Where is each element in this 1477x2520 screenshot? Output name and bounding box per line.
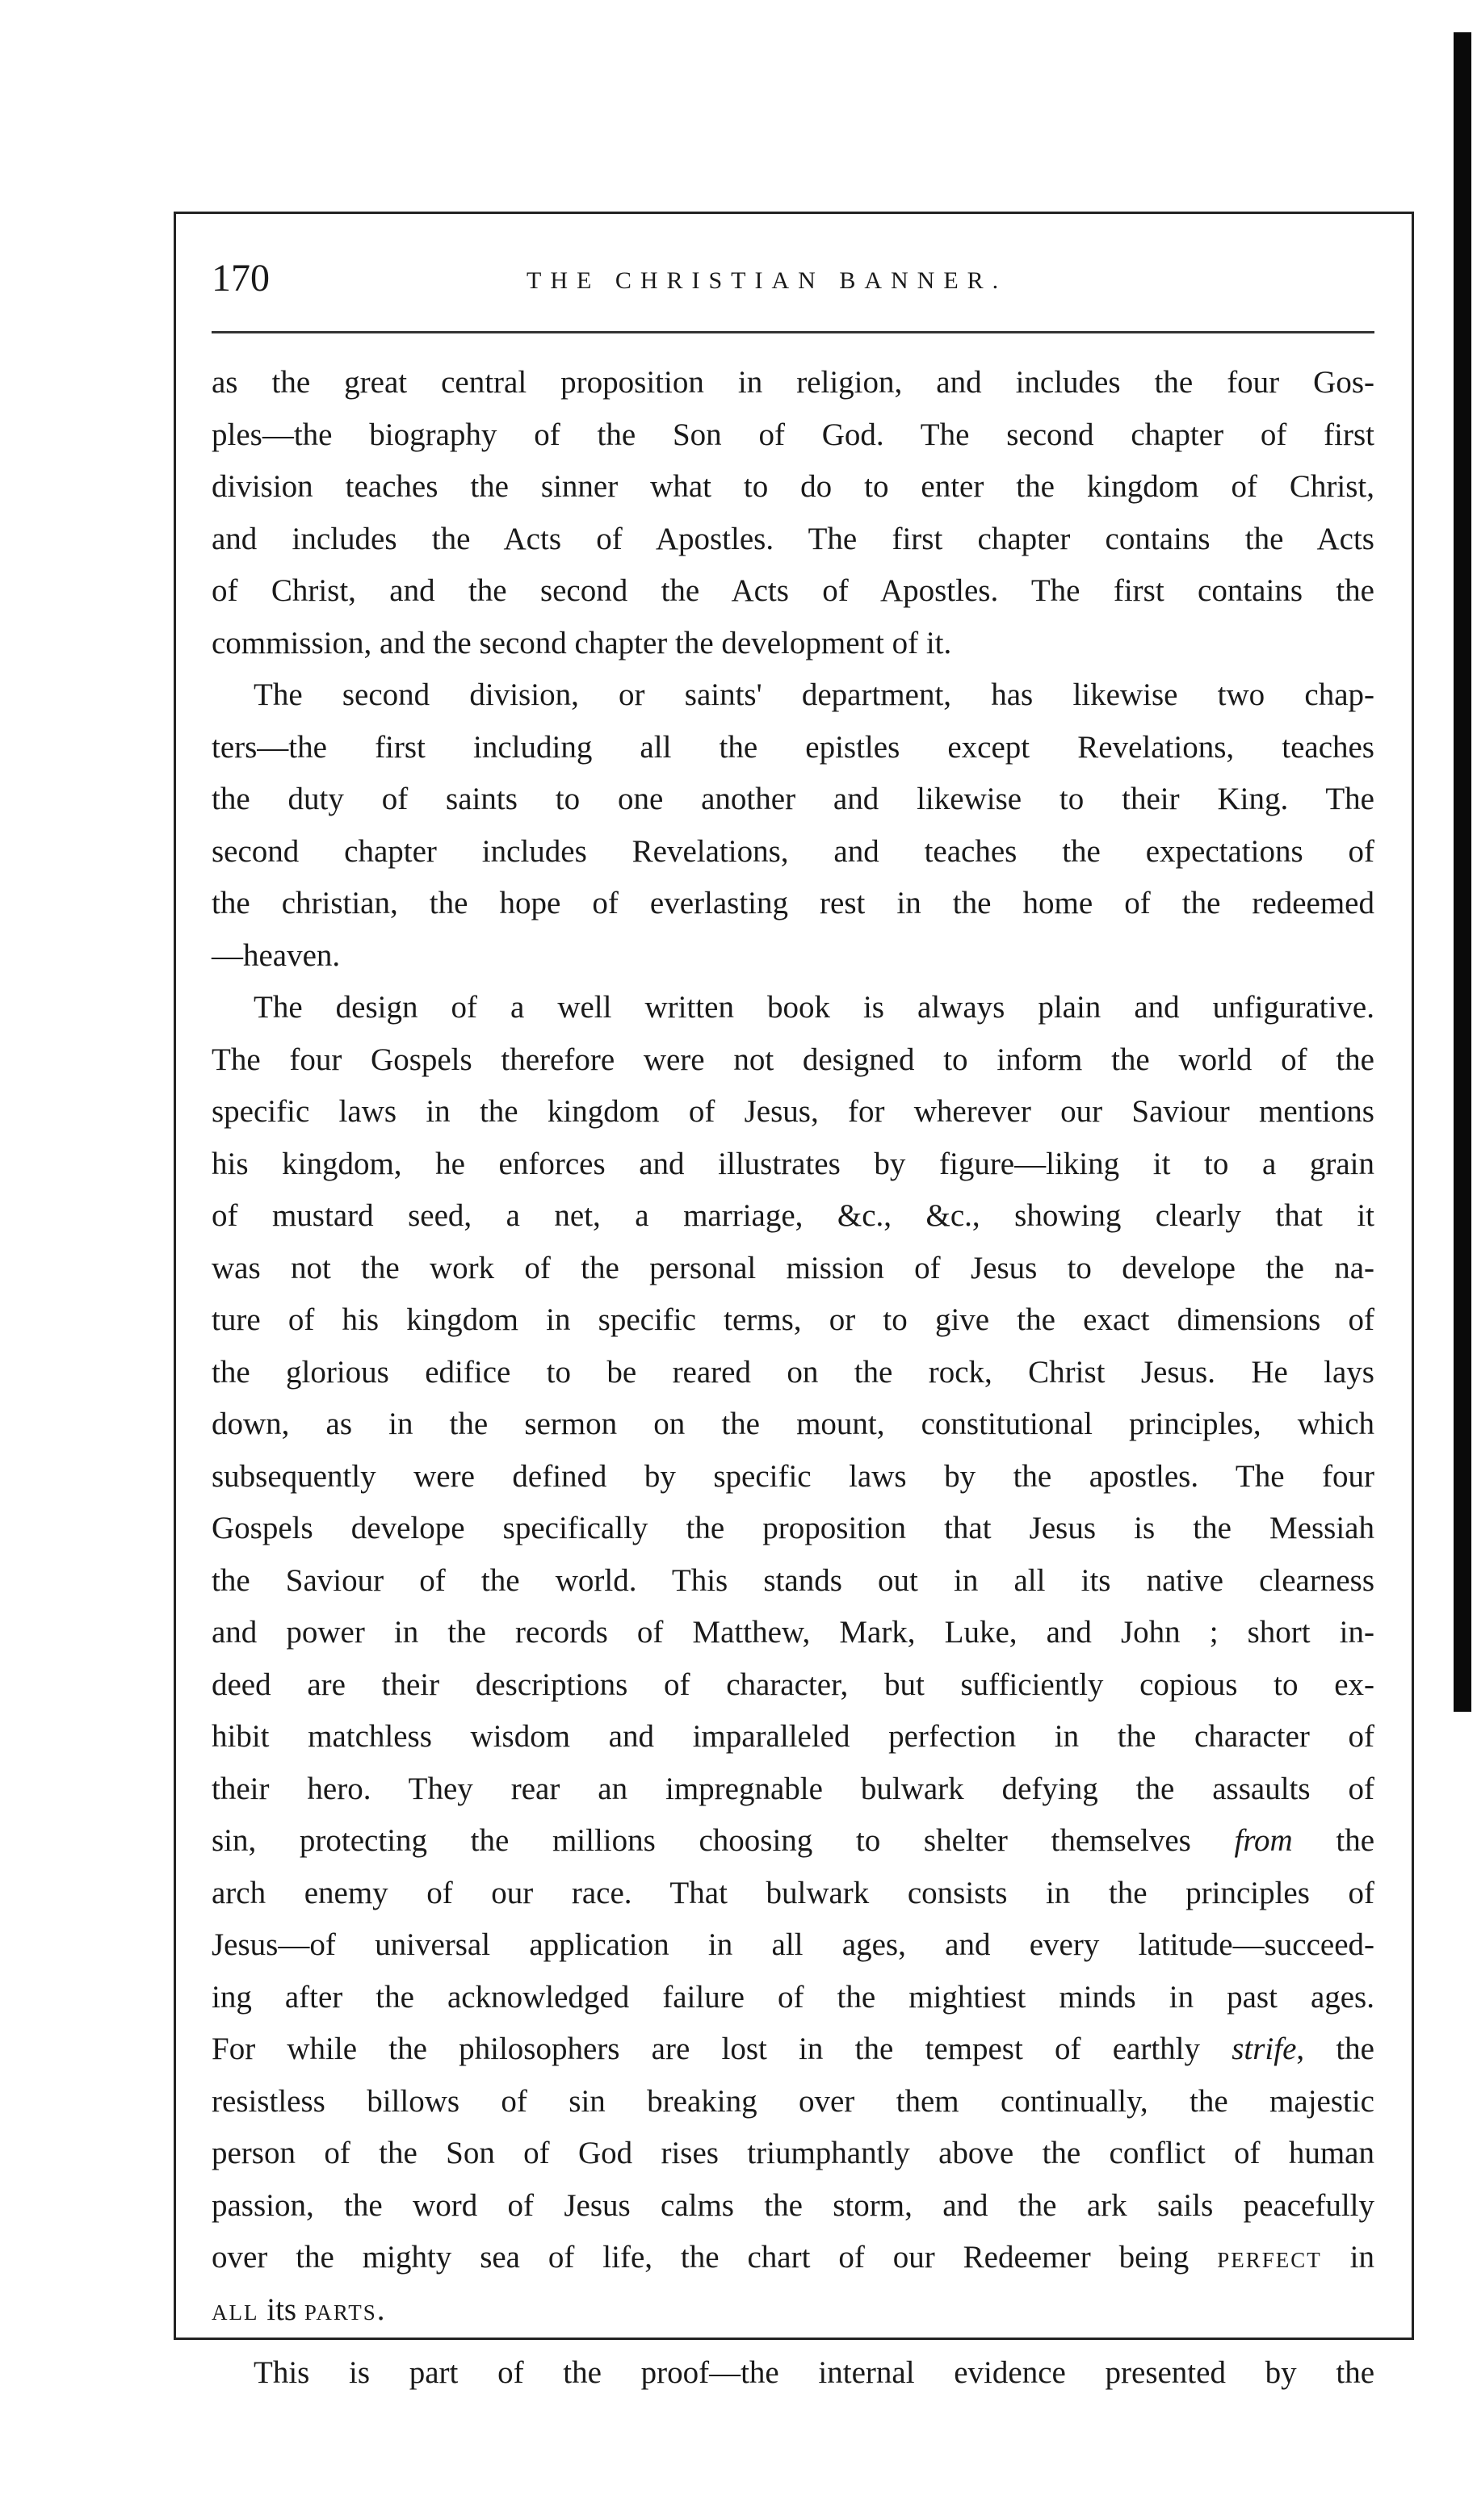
text-line xyxy=(212,2284,1374,2337)
text-line: and power in the records of Matthew, Mark, Luke, and John ; short in- xyxy=(212,1615,1374,1650)
text-line: The four Gospels therefore were not designed to inform the world of the xyxy=(212,1042,1374,1077)
text-line: division teaches the sinner what to do to enter the kingdom of Christ, xyxy=(212,469,1374,504)
text-line: ing after the acknowledged failure of the mightiest minds in past ages. xyxy=(212,1979,1374,2015)
text-body xyxy=(212,357,1374,2400)
paragraph-4 xyxy=(212,2347,1374,2400)
text-line: the duty of saints to one another and likewise to their King. The xyxy=(212,782,1374,816)
paragraph-1 xyxy=(212,357,1374,669)
header-rule xyxy=(212,331,1374,333)
text-line: as the great central proposition in religion, and includes the four Gos- xyxy=(212,365,1374,400)
page-header xyxy=(212,254,1374,311)
text-line: person of the Son of God rises triumphantly above the conflict of human xyxy=(212,2136,1374,2170)
text-line: second chapter includes Revelations, and teaches the expectations of xyxy=(212,833,1374,869)
text-line: the glorious edifice to be reared on the rock, Christ Jesus. He lays xyxy=(212,1354,1374,1390)
text-line: hibit matchless wisdom and imparalleled perfection in the character of xyxy=(212,1719,1374,1754)
text-line: passion, the word of Jesus calms the storm, and the ark sails peacefully xyxy=(212,2187,1374,2223)
text-line: deed are their descriptions of character, but sufficiently copious to ex- xyxy=(212,1667,1374,1702)
text-segment: its xyxy=(258,2291,304,2327)
text-line: the Saviour of the world. This stands out in all its native clearness xyxy=(212,1562,1374,1598)
text-segment: , the xyxy=(1296,2032,1374,2066)
text-segment: For while the philosophers are lost in the tempest of earthly xyxy=(212,2032,1200,2066)
text-line: Gospels develope specifically the proposition that Jesus is the Messiah xyxy=(212,1511,1374,1545)
paragraph-gap xyxy=(212,2336,1374,2347)
text-line: —heaven. xyxy=(212,937,341,973)
text-line: of Christ, and the second the Acts of Apostles. The first contains the xyxy=(212,573,1374,608)
text-line: ters—the first including all the epistles except Revelations, teaches xyxy=(212,729,1374,765)
text-line xyxy=(212,2023,1374,2076)
page-edge-bar xyxy=(1454,32,1471,1712)
text-line: was not the work of the personal mission of Jesus to develope the na- xyxy=(212,1250,1374,1285)
text-line: arch enemy of our race. That bulwark consists in the principles of xyxy=(212,1875,1374,1910)
text-segment: in xyxy=(1321,2240,1374,2275)
text-line: ples—the biography of the Son of God. The second chapter of first xyxy=(212,417,1374,452)
italic-word: strife xyxy=(1232,2032,1297,2066)
text-segment: over the mighty sea of life, the chart of our Redeemer being xyxy=(212,2240,1190,2275)
text-line: specific laws in the kingdom of Jesus, for wherever our Saviour mentions xyxy=(212,1094,1374,1129)
text-segment: sin, protecting the millions choosing to shelter themselves xyxy=(212,1823,1191,1858)
text-line xyxy=(212,2232,1374,2284)
text-line: ture of his kingdom in specific terms, or to give the exact dimensions of xyxy=(212,1302,1374,1337)
smallcaps-word: parts. xyxy=(304,2291,387,2327)
text-line: the christian, the hope of everlasting rest in the home of the redeemed xyxy=(212,886,1374,920)
text-line: The second division, or saints' department, has likewise two chap- xyxy=(254,677,1374,712)
text-line: down, as in the sermon on the mount, constitutional principles, which xyxy=(212,1407,1374,1441)
italic-word: from xyxy=(1234,1823,1293,1858)
text-line: commission, and the second chapter the development of it. xyxy=(212,625,952,660)
text-line xyxy=(212,1815,1374,1868)
smallcaps-word: perfect xyxy=(1217,2240,1322,2275)
text-line: and includes the Acts of Apostles. The first chapter contains the Acts xyxy=(212,521,1374,556)
running-title: THE CHRISTIAN BANNER. xyxy=(527,267,1008,294)
text-segment: the xyxy=(1292,1823,1375,1858)
page-number: 170 xyxy=(212,257,270,300)
text-line: This is part of the proof—the internal evidence presented by the xyxy=(254,2355,1374,2390)
text-line: their hero. They rear an impregnable bulwark defying the assaults of xyxy=(212,1771,1374,1806)
text-line: resistless billows of sin breaking over them continually, the majestic xyxy=(212,2083,1374,2119)
text-line: Jesus—of universal application in all ages, and every latitude—succeed- xyxy=(212,1927,1374,1962)
paragraph-3 xyxy=(212,982,1374,2336)
text-line: of mustard seed, a net, a marriage, &c., &c., showing clearly that it xyxy=(212,1198,1374,1233)
text-line: his kingdom, he enforces and illustrates by figure—liking it to a grain xyxy=(212,1146,1374,1181)
text-line: subsequently were defined by specific laws by the apostles. The four xyxy=(212,1458,1374,1494)
paragraph-2 xyxy=(212,669,1374,982)
smallcaps-word: all xyxy=(212,2291,259,2327)
text-line: The design of a well written book is always plain and unfigurative. xyxy=(254,990,1374,1025)
